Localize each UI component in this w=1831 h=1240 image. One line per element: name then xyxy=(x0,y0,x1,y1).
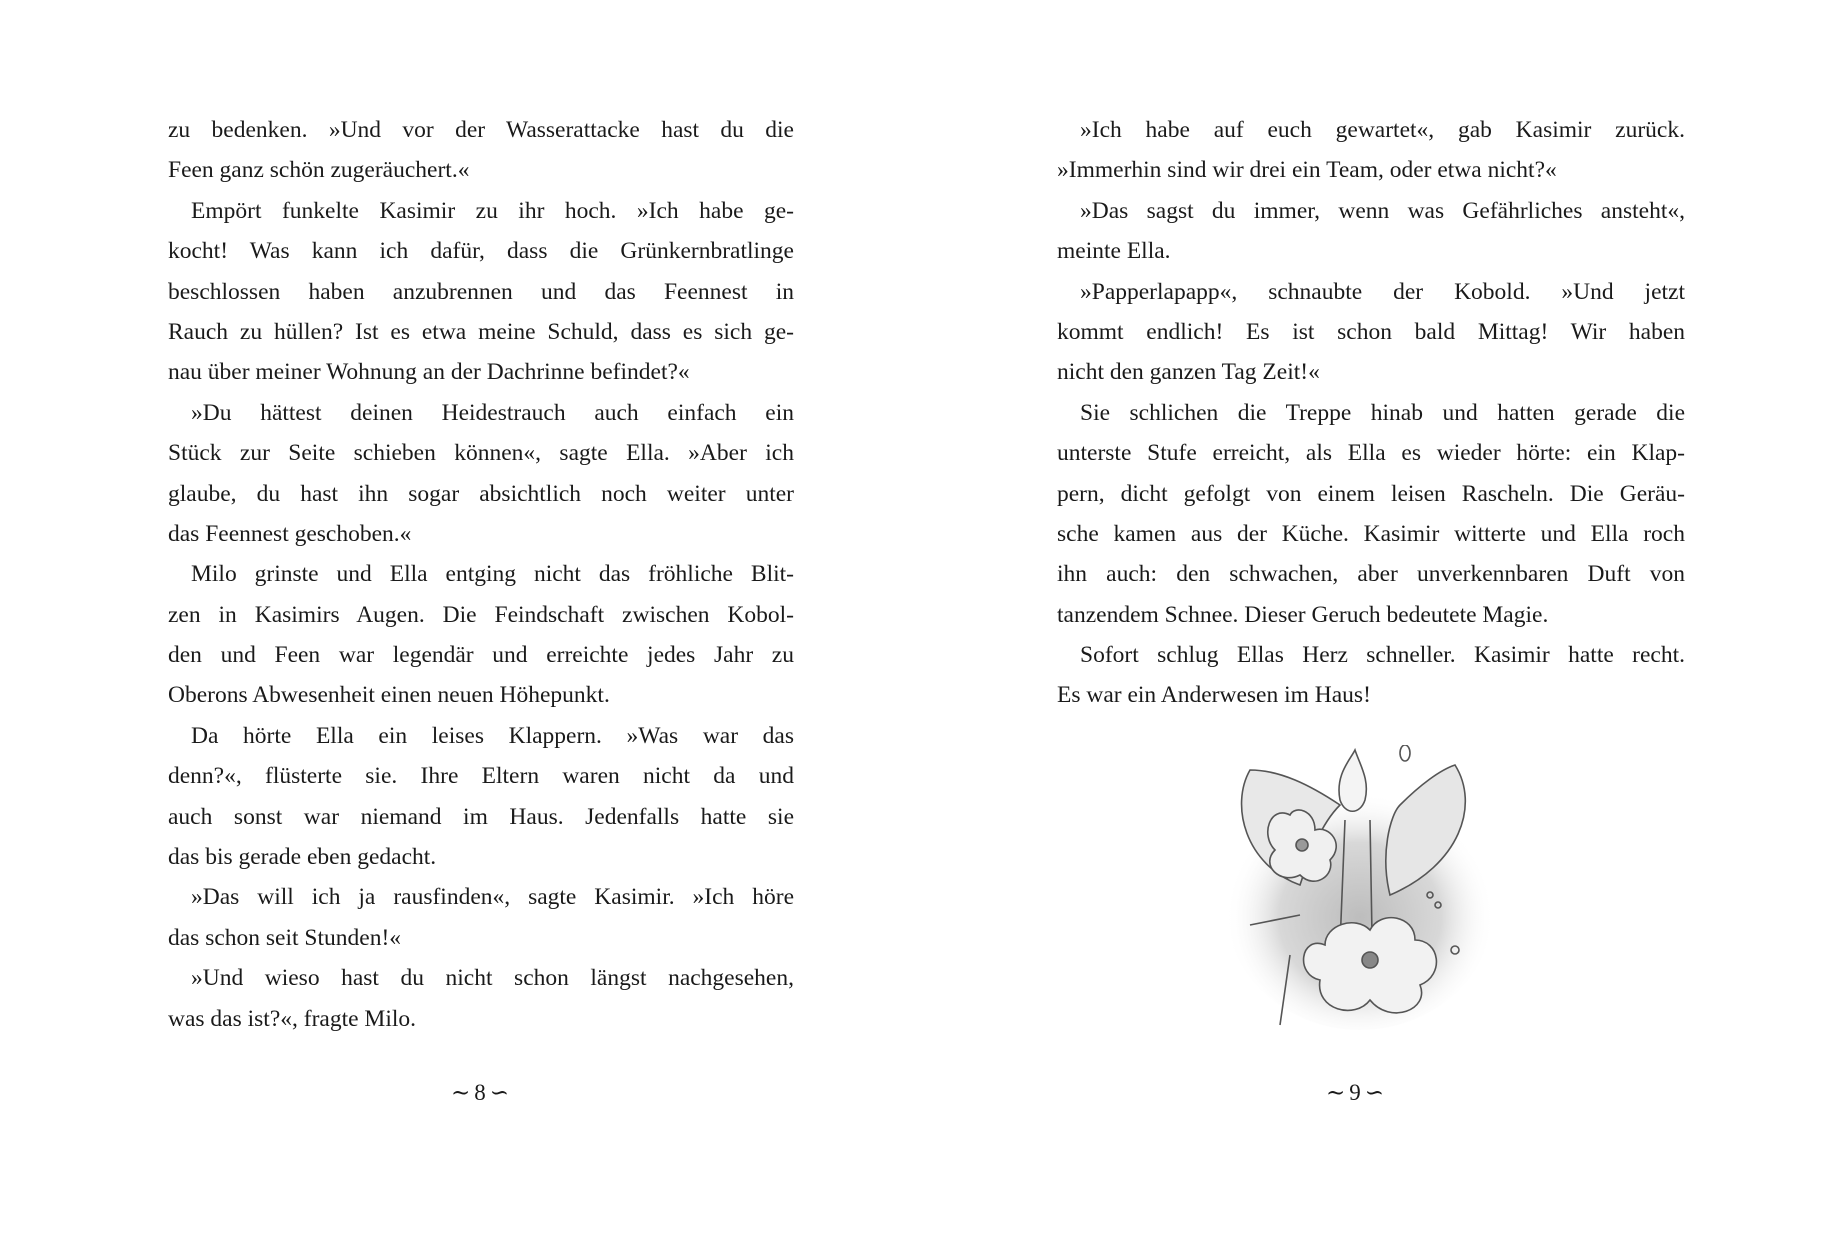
paragraph xyxy=(168,554,794,716)
paragraph xyxy=(168,877,794,958)
paragraph xyxy=(1057,191,1685,272)
text-line: den und Feen war legendär und erreichte jedes Jahr zu xyxy=(168,642,794,669)
text-line: Es war ein Anderwesen im Haus! xyxy=(1057,682,1371,709)
text-line: »Und wieso hast du nicht schon längst nachgesehen, xyxy=(191,965,794,992)
text-line: pern, dicht gefolgt von einem leisen Rascheln. Die Geräu- xyxy=(1057,480,1685,507)
text-line: das schon seit Stunden!« xyxy=(168,924,402,951)
text-line: Milo grinste und Ella entging nicht das fröhliche Blit- xyxy=(191,561,794,588)
text-line: tanzendem Schnee. Dieser Geruch bedeutete Magie. xyxy=(1057,601,1549,628)
text-line: unterste Stufe erreicht, als Ella es wieder hörte: ein Klap- xyxy=(1057,440,1685,467)
text-line: Da hörte Ella ein leises Klappern. »Was war das xyxy=(191,722,794,749)
text-line: Oberons Abwesenheit einen neuen Höhepunkt. xyxy=(168,682,610,709)
paragraph xyxy=(168,110,794,191)
paragraph xyxy=(168,191,794,393)
text-line: Stück zur Seite schieben können«, sagte Ella. »Aber ich xyxy=(168,440,794,467)
text-line: »Das will ich ja rausfinden«, sagte Kasimir. »Ich höre xyxy=(191,884,794,911)
text-line: denn?«, flüsterte sie. Ihre Eltern waren nicht da und xyxy=(168,763,794,790)
text-line: »Immerhin sind wir drei ein Team, oder etwa nicht?« xyxy=(1057,157,1557,184)
text-line: Rauch zu hüllen? Ist es etwa meine Schuld, dass es sich ge- xyxy=(168,318,794,345)
text-line: glaube, du hast ihn sogar absichtlich noch weiter unter xyxy=(168,480,794,507)
text-line: beschlossen haben anzubrennen und das Feennest in xyxy=(168,278,794,305)
text-line: Sofort schlug Ellas Herz schneller. Kasimir hatte recht. xyxy=(1080,642,1685,669)
paragraph xyxy=(1057,272,1685,393)
text-line: Sie schlichen die Treppe hinab und hatten gerade die xyxy=(1080,399,1685,426)
text-line: kocht! Was kann ich dafür, dass die Grünkernbratlinge xyxy=(168,238,794,265)
text-line: auch sonst war niemand im Haus. Jedenfalls hatte sie xyxy=(168,803,794,830)
right-page-text xyxy=(1057,110,1685,716)
paragraph xyxy=(1057,393,1685,635)
paragraph xyxy=(1057,110,1685,191)
text-line: ihn auch: den schwachen, aber unverkennbaren Duft von xyxy=(1057,561,1685,588)
text-line: zen in Kasimirs Augen. Die Feindschaft zwischen Kobol- xyxy=(168,601,794,628)
text-line: nicht den ganzen Tag Zeit!« xyxy=(1057,359,1320,386)
text-line: das Feennest geschoben.« xyxy=(168,520,412,547)
text-line: meinte Ella. xyxy=(1057,238,1171,265)
text-line: das bis gerade eben gedacht. xyxy=(168,844,437,871)
page-number: ∼ 9 ∽ xyxy=(1295,1080,1415,1106)
text-line: Feen ganz schön zugeräuchert.« xyxy=(168,157,470,184)
left-page-text xyxy=(168,110,794,1039)
text-line: »Du hättest deinen Heidestrauch auch einfach ein xyxy=(191,399,794,426)
text-line: was das ist?«, fragte Milo. xyxy=(168,1005,417,1032)
text-line: kommt endlich! Es ist schon bald Mittag! Wir haben xyxy=(1057,318,1685,345)
text-line: »Ich habe auf euch gewartet«, gab Kasimir zurück. xyxy=(1080,117,1685,143)
text-line: »Papperlapapp«, schnaubte der Kobold. »Und jetzt xyxy=(1080,278,1685,305)
page-number: ∼ 8 ∽ xyxy=(420,1080,540,1106)
paragraph xyxy=(168,393,794,555)
text-line: »Das sagst du immer, wenn was Gefährliches ansteht«, xyxy=(1080,197,1685,224)
text-line: Empört funkelte Kasimir zu ihr hoch. »Ich habe ge- xyxy=(191,197,794,224)
paragraph xyxy=(1057,635,1685,716)
text-line: zu bedenken. »Und vor der Wasserattacke hast du die xyxy=(168,117,794,143)
paragraph xyxy=(168,958,794,1039)
text-line: nau über meiner Wohnung an der Dachrinne befindet?« xyxy=(168,359,690,386)
text-line: sche kamen aus der Küche. Kasimir witterte und Ella roch xyxy=(1057,520,1685,547)
fairy-illustration xyxy=(1190,745,1550,1045)
paragraph xyxy=(168,716,794,878)
